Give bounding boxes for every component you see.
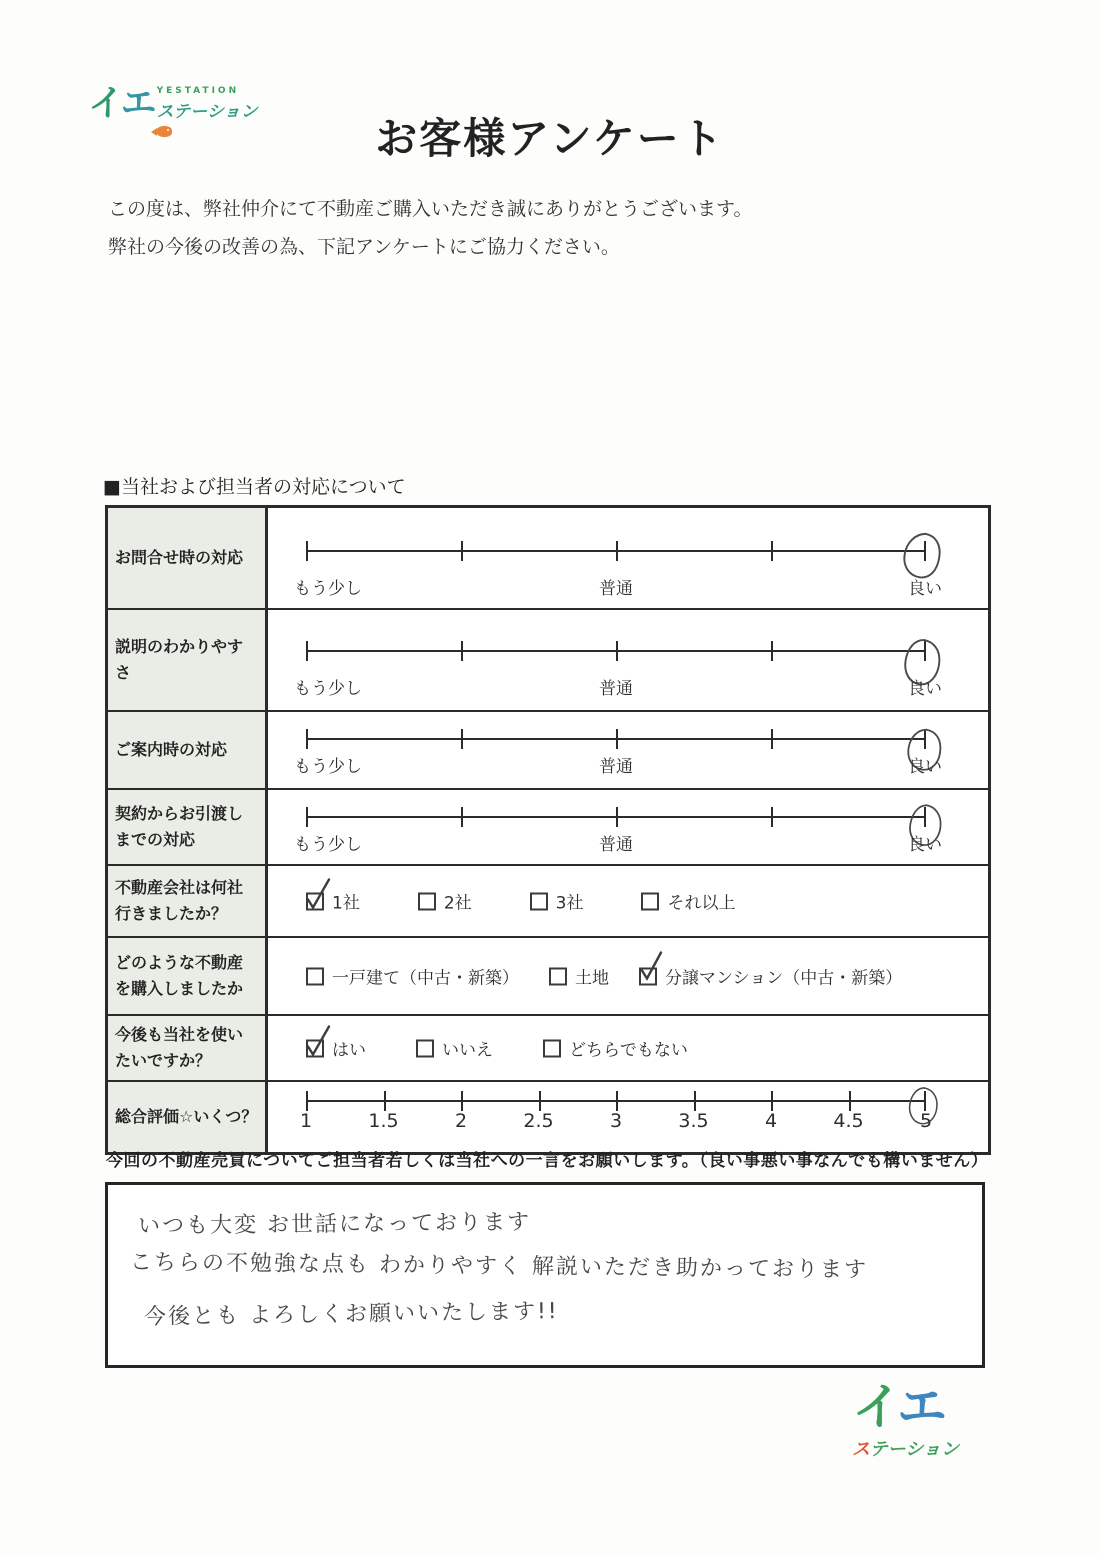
rating-tick-label: 4.5 <box>833 1110 864 1132</box>
option-label: はい <box>332 1040 366 1061</box>
handwritten-comment-line: いつも大変 お世話になっております <box>137 1209 532 1240</box>
scale-row-guidance <box>108 710 988 788</box>
checkbox-option[interactable] <box>641 889 735 914</box>
scale-line <box>306 650 926 652</box>
logo-station-text: ステーション <box>156 102 258 122</box>
checkbox-option[interactable] <box>530 889 584 914</box>
scale-row-explanation <box>108 608 988 710</box>
rating-tick-label: 1 <box>299 1110 313 1132</box>
row-label: ご案内時の対応 <box>108 712 268 788</box>
row-label: 契約からお引渡しまでの対応 <box>108 790 268 864</box>
page-title: お客様アンケート <box>375 114 725 163</box>
scale-label-mid: 普通 <box>599 579 633 599</box>
rating-tick-label: 3 <box>609 1110 623 1132</box>
comment-prompt: 今回の不動産売買についてご担当者若しくは当社への一言をお願いします。（良い事悪い事なんでも構いません） <box>106 1151 989 1171</box>
logo-roman-text: YESTATION <box>156 86 240 96</box>
checkbox-option[interactable] <box>306 964 519 989</box>
option-label: 3社 <box>555 893 584 914</box>
checkbox <box>549 967 567 985</box>
logo-station-text: ステーション <box>852 1439 959 1460</box>
intro-line-2: 弊社の今後の改善の為、下記アンケートにご協力ください。 <box>108 236 620 258</box>
rating-tick-label: 2 <box>454 1110 468 1132</box>
checkbox <box>306 892 324 910</box>
rating-tick-label: 1.5 <box>368 1110 399 1132</box>
scale-row-contact <box>108 508 988 608</box>
checkbox <box>543 1039 561 1057</box>
rating-tick-label: 4 <box>764 1110 778 1132</box>
rating-scale[interactable] <box>294 816 942 855</box>
scale-line <box>306 550 926 552</box>
rating-scale[interactable] <box>294 738 942 777</box>
choice-row-use-again <box>108 1014 988 1080</box>
rating-tick-label: 5 <box>919 1110 933 1132</box>
scale-label-high: 良い <box>908 835 942 855</box>
checkbox-option[interactable] <box>416 1036 493 1061</box>
choice-row-property-type <box>108 936 988 1014</box>
logo-ie-mark: イエ <box>88 83 155 124</box>
rating-scale[interactable] <box>294 550 942 599</box>
rating-scale[interactable] <box>294 650 942 699</box>
survey-table <box>105 505 991 1155</box>
rating-row-overall <box>108 1080 988 1152</box>
option-label: 土地 <box>575 968 609 989</box>
checkbox <box>418 892 436 910</box>
logo-ie-mark: イエ <box>852 1378 944 1436</box>
option-label: それ以上 <box>667 893 736 914</box>
handwritten-comment-line: 今後とも よろしくお願いいたします!! <box>143 1299 559 1330</box>
checkbox-option[interactable] <box>306 889 360 914</box>
rating-tick-label: 2.5 <box>523 1110 554 1132</box>
checkbox <box>639 967 657 985</box>
row-label: お問合せ時の対応 <box>108 508 268 608</box>
overall-rating-scale[interactable] <box>299 1100 933 1132</box>
section-header: ■当社および担当者の対応について <box>103 476 406 498</box>
scale-line <box>306 738 926 740</box>
checkbox-option[interactable] <box>418 889 472 914</box>
scale-label-low: もう少し <box>294 835 362 855</box>
handwritten-check <box>637 952 667 986</box>
choice-row-company-count <box>108 864 988 936</box>
row-label: 不動産会社は何社行きましたか？ <box>108 866 268 936</box>
checkbox <box>416 1039 434 1057</box>
checkbox-option[interactable] <box>549 964 609 989</box>
checkbox <box>306 967 324 985</box>
option-label: 2社 <box>443 893 472 914</box>
scale-line <box>299 1100 933 1132</box>
comment-box[interactable] <box>105 1182 985 1368</box>
checkbox <box>306 1039 324 1057</box>
intro-text <box>108 190 752 266</box>
row-label: 説明のわかりやすさ <box>108 610 268 710</box>
handwritten-comment-line: こちらの不勉強な点も わかりやすく 解説いただき助かっております <box>129 1250 869 1283</box>
scale-label-mid: 普通 <box>599 679 633 699</box>
row-label: どのような不動産を購入しましたか <box>108 938 268 1014</box>
checkbox <box>530 892 548 910</box>
intro-line-1: この度は、弊社仲介にて不動産ご購入いただき誠にありがとうございます。 <box>108 198 753 220</box>
scale-row-contract <box>108 788 988 864</box>
scale-label-mid: 普通 <box>599 757 633 777</box>
handwritten-check <box>304 1024 334 1058</box>
scale-label-high: 良い <box>908 579 942 599</box>
row-label: 総合評価☆いくつ？ <box>108 1082 268 1152</box>
scale-label-low: もう少し <box>294 579 362 599</box>
scale-label-mid: 普通 <box>599 835 633 855</box>
scale-label-low: もう少し <box>294 757 362 777</box>
option-label: どちらでもない <box>569 1040 688 1061</box>
scale-line <box>306 816 926 818</box>
handwritten-check <box>304 877 334 911</box>
scale-label-low: もう少し <box>294 679 362 699</box>
option-label: 1社 <box>332 893 360 914</box>
option-label: いいえ <box>442 1040 493 1061</box>
checkbox <box>641 892 659 910</box>
checkbox-option[interactable] <box>543 1036 688 1061</box>
company-logo-bottom <box>852 1378 959 1461</box>
scale-label-high: 良い <box>908 757 942 777</box>
row-label: 今後も当社を使いたいですか？ <box>108 1016 268 1080</box>
checkbox-option[interactable] <box>639 964 902 989</box>
scale-label-high: 良い <box>908 679 942 699</box>
option-label: 分譲マンション（中古・新築） <box>665 968 903 989</box>
checkbox-option[interactable] <box>306 1036 366 1061</box>
rating-tick-label: 3.5 <box>678 1110 709 1132</box>
option-label: 一戸建て（中古・新築） <box>332 968 519 989</box>
